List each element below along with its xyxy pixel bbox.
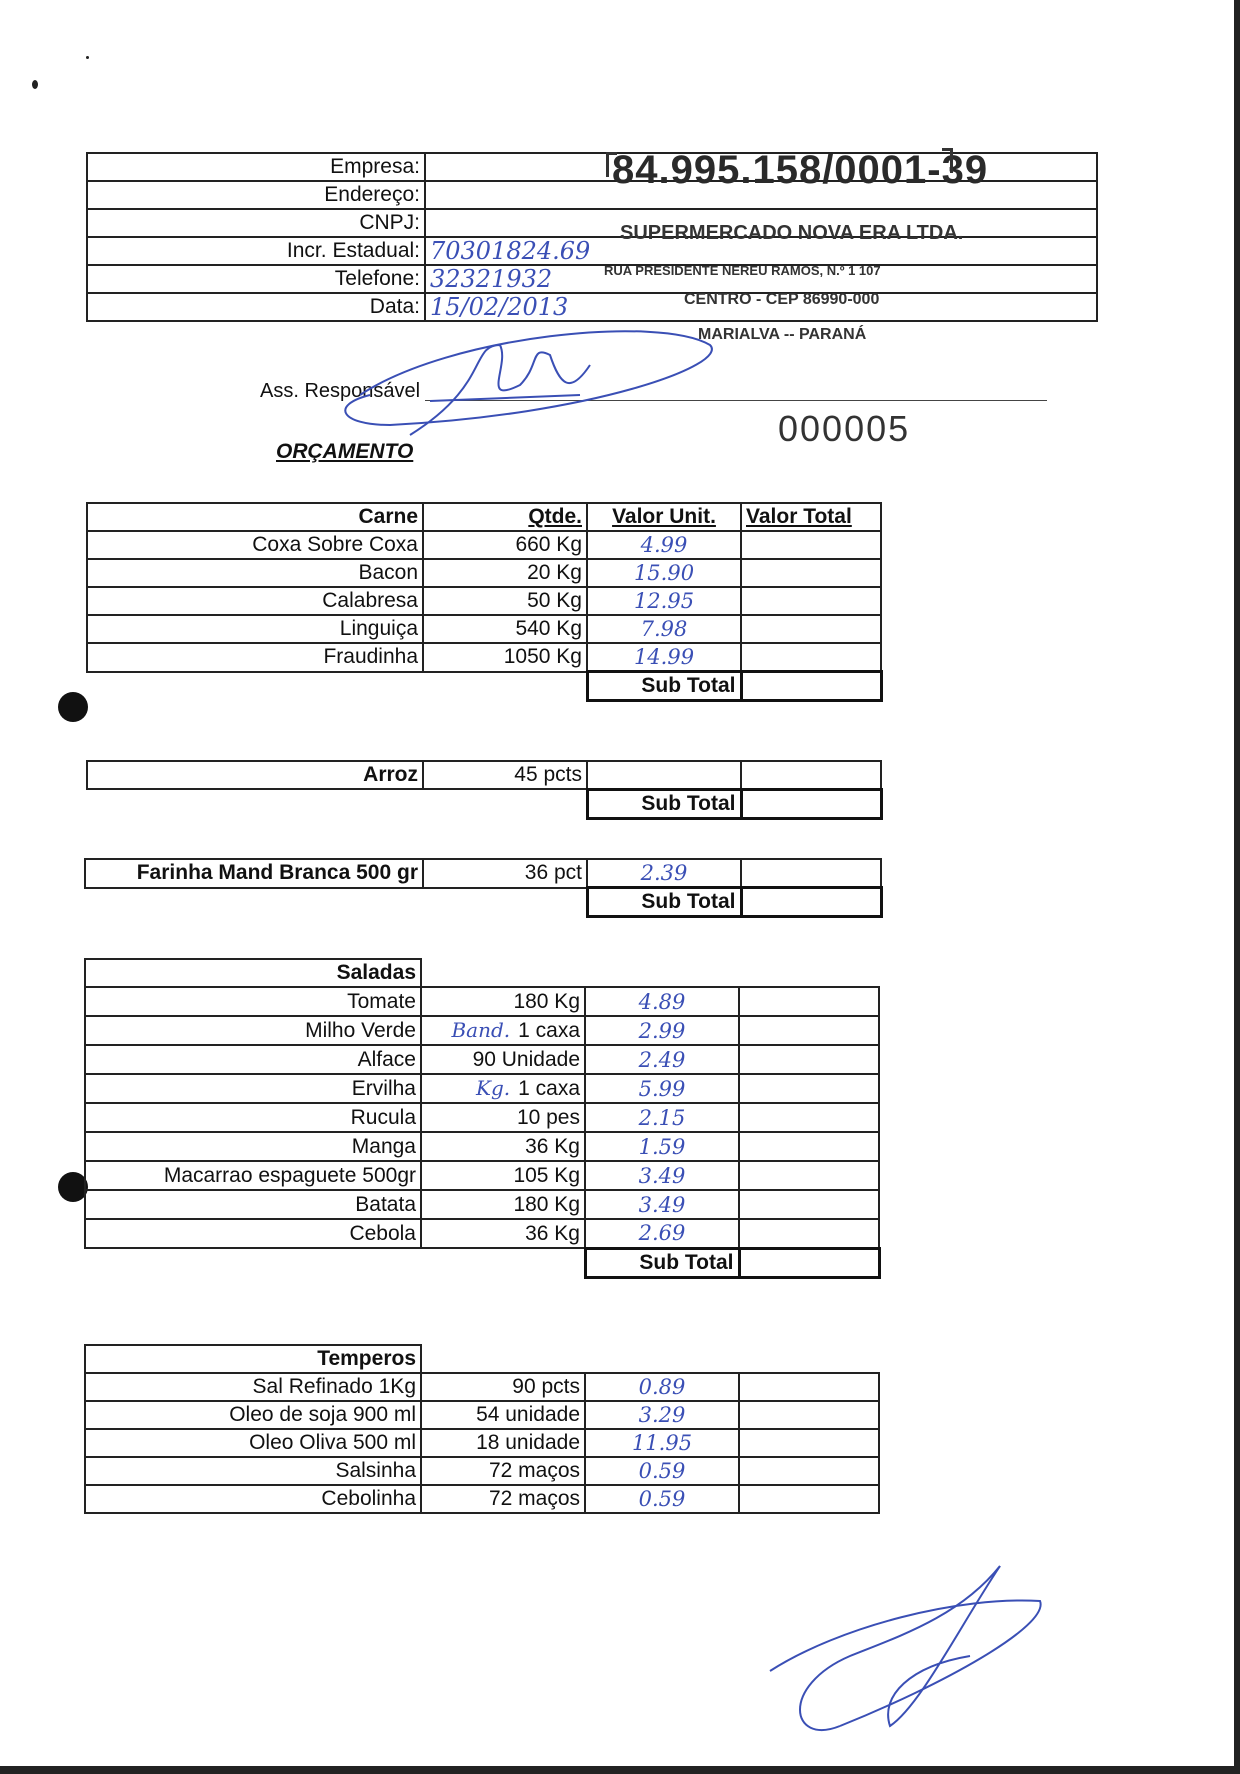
signature-loop — [345, 331, 712, 425]
column-qty: Qtde. — [423, 503, 587, 531]
page-edge — [1234, 0, 1240, 1774]
table-row — [85, 1373, 879, 1401]
item-qty: 54 unidade — [421, 1401, 585, 1429]
section-title: Saladas — [85, 959, 421, 987]
item-qty: 20 Kg — [423, 559, 587, 587]
stamp-corner — [942, 148, 953, 173]
item-total — [741, 859, 881, 888]
subtotal-label: Sub Total — [587, 672, 741, 701]
item-total — [739, 1457, 879, 1485]
punch-hole — [58, 692, 88, 722]
item-qty: 1050 Kg — [423, 643, 587, 672]
header-row — [87, 293, 1097, 321]
item-unit-price: 5.99 — [585, 1074, 739, 1103]
item-qty — [421, 1103, 585, 1132]
item-qty: 36 pct — [423, 859, 587, 888]
item-total — [741, 615, 881, 643]
rubric-stroke — [800, 1566, 1000, 1730]
table-header-row — [85, 959, 879, 987]
item-qty-value: 1 caxa — [518, 1077, 580, 1100]
item-total — [741, 559, 881, 587]
item-total — [741, 587, 881, 615]
header-label: Data: — [87, 293, 425, 321]
item-qty-value: 1 caxa — [518, 1019, 580, 1042]
doc-number: 000005 — [778, 408, 911, 449]
item-unit-price: 2.15 — [585, 1103, 739, 1132]
item-name: Tomate — [85, 987, 421, 1016]
table-row — [85, 1161, 879, 1190]
stamp-company: SUPERMERCADO NOVA ERA LTDA. — [620, 222, 964, 244]
item-name: Milho Verde — [85, 1016, 421, 1045]
item-name: Cebola — [85, 1219, 421, 1248]
item-qty: 45 pcts — [423, 761, 587, 789]
item-total — [739, 1074, 879, 1103]
stamp-city: MARIALVA -- PARANÁ — [698, 326, 867, 343]
subtotal-row — [85, 1248, 879, 1277]
section-title: Temperos — [85, 1345, 421, 1373]
signature-label: Ass. Responsável — [260, 380, 421, 402]
subtotal-value — [739, 1248, 879, 1277]
table-row — [85, 1045, 879, 1074]
subtotal-label: Sub Total — [585, 1248, 739, 1277]
item-unit-price — [587, 761, 741, 789]
farinha-table — [84, 858, 883, 918]
item-name: Sal Refinado 1Kg — [85, 1373, 421, 1401]
table-row — [85, 1429, 879, 1457]
item-total — [739, 1132, 879, 1161]
item-name: Ervilha — [85, 1074, 421, 1103]
item-unit-price: 3.29 — [585, 1401, 739, 1429]
subtotal-value — [741, 789, 881, 818]
table-header-row — [87, 503, 881, 531]
item-name: Batata — [85, 1190, 421, 1219]
item-qty — [421, 1074, 585, 1103]
saladas-table — [84, 958, 881, 1279]
item-unit-price: 2.49 — [585, 1045, 739, 1074]
header-label: Empresa: — [87, 153, 425, 181]
item-name: Macarrao espaguete 500gr — [85, 1161, 421, 1190]
item-total — [739, 1016, 879, 1045]
item-unit-price: 3.49 — [585, 1161, 739, 1190]
table-header-row — [85, 1345, 879, 1373]
item-qty-value: 36 Kg — [525, 1135, 580, 1158]
item-total — [739, 1190, 879, 1219]
item-total — [739, 1219, 879, 1248]
item-unit-price: 14.99 — [587, 643, 741, 672]
rubric-signature — [760, 1556, 1050, 1756]
item-total — [741, 531, 881, 559]
item-qty: 50 Kg — [423, 587, 587, 615]
subtotal-row — [87, 789, 881, 818]
table-row — [87, 531, 881, 559]
table-row — [87, 587, 881, 615]
column-total: Valor Total — [741, 503, 881, 531]
table-row — [87, 643, 881, 672]
item-qty — [421, 1016, 585, 1045]
carne-table — [86, 502, 883, 702]
item-total — [739, 1401, 879, 1429]
item-name: Manga — [85, 1132, 421, 1161]
section-title: Carne — [87, 503, 423, 531]
table-row — [85, 1219, 879, 1248]
subtotal-row — [87, 672, 881, 701]
table-row — [85, 1103, 879, 1132]
item-qty — [421, 1045, 585, 1074]
item-note: Kg. — [476, 1076, 511, 1100]
stamp-district: CENTRO - CEP 86990-000 — [684, 291, 880, 308]
table-row — [85, 1074, 879, 1103]
item-unit-price: 12.95 — [587, 587, 741, 615]
item-name: Oleo Oliva 500 ml — [85, 1429, 421, 1457]
page-edge — [0, 1766, 1240, 1774]
subtotal-value — [741, 672, 881, 701]
item-unit-price: 1.59 — [585, 1132, 739, 1161]
table-row — [85, 1485, 879, 1513]
table-row — [85, 1457, 879, 1485]
header-value: 32321932 — [425, 265, 1097, 293]
item-unit-price: 15.90 — [587, 559, 741, 587]
item-unit-price: 2.69 — [585, 1219, 739, 1248]
item-name: Farinha Mand Branca 500 gr — [85, 859, 423, 888]
item-total — [741, 643, 881, 672]
item-name: Alface — [85, 1045, 421, 1074]
item-name: Fraudinha — [87, 643, 423, 672]
stamp-cnpj: 84.995.158/0001-39 — [612, 148, 989, 192]
item-total — [741, 761, 881, 789]
item-name: Calabresa — [87, 587, 423, 615]
header-value: 15/02/2013 — [425, 293, 1097, 321]
item-unit-price: 4.99 — [587, 531, 741, 559]
stamp-street: RUA PRESIDENTE NEREU RAMOS, N.º 1 107 — [604, 263, 881, 278]
item-name: Oleo de soja 900 ml — [85, 1401, 421, 1429]
item-qty — [421, 1132, 585, 1161]
table-row — [85, 859, 881, 888]
table-row — [85, 1132, 879, 1161]
item-name: Rucula — [85, 1103, 421, 1132]
item-qty — [421, 987, 585, 1016]
item-qty: 660 Kg — [423, 531, 587, 559]
item-qty: 90 pcts — [421, 1373, 585, 1401]
item-qty-value: 105 Kg — [513, 1164, 580, 1187]
item-name: Bacon — [87, 559, 423, 587]
item-qty-value: 90 Unidade — [472, 1048, 580, 1071]
item-total — [739, 987, 879, 1016]
speck — [86, 56, 89, 59]
item-qty-value: 10 pes — [516, 1106, 580, 1129]
header-value: 70301824.69 — [425, 237, 1097, 265]
item-qty — [421, 1219, 585, 1248]
signature-stroke — [430, 395, 580, 401]
item-qty-value: 36 Kg — [525, 1222, 580, 1245]
table-row — [85, 1401, 879, 1429]
speck — [32, 80, 38, 89]
item-unit-price: 0.59 — [585, 1457, 739, 1485]
item-total — [739, 1485, 879, 1513]
item-qty: 540 Kg — [423, 615, 587, 643]
subtotal-label: Sub Total — [587, 888, 741, 917]
table-row — [85, 1190, 879, 1219]
rubric-stroke — [888, 1566, 1000, 1726]
header-label: Endereço: — [87, 181, 425, 209]
item-unit-price: 11.95 — [585, 1429, 739, 1457]
item-unit-price: 2.39 — [587, 859, 741, 888]
item-total — [739, 1103, 879, 1132]
item-unit-price: 0.59 — [585, 1485, 739, 1513]
column-unit: Valor Unit. — [587, 503, 741, 531]
signature-scribble — [330, 325, 720, 445]
item-qty — [421, 1161, 585, 1190]
table-row — [85, 1016, 879, 1045]
item-name: Coxa Sobre Coxa — [87, 531, 423, 559]
header-row — [87, 265, 1097, 293]
item-qty-value: 180 Kg — [513, 1193, 580, 1216]
item-unit-price: 3.49 — [585, 1190, 739, 1219]
header-label: Incr. Estadual: — [87, 237, 425, 265]
subtotal-label: Sub Total — [587, 789, 741, 818]
item-name: Arroz — [87, 761, 423, 789]
temperos-table — [84, 1344, 880, 1514]
item-total — [739, 1161, 879, 1190]
item-name: Cebolinha — [85, 1485, 421, 1513]
item-note: Band. — [451, 1018, 511, 1042]
item-unit-price: 7.98 — [587, 615, 741, 643]
item-qty: 72 maços — [421, 1485, 585, 1513]
item-total — [739, 1373, 879, 1401]
table-row — [87, 615, 881, 643]
table-row — [85, 987, 879, 1016]
table-row — [87, 761, 881, 789]
item-total — [739, 1429, 879, 1457]
subtotal-row — [85, 888, 881, 917]
item-qty: 18 unidade — [421, 1429, 585, 1457]
stamp-corner — [606, 152, 617, 177]
rubric-loop — [770, 1600, 1041, 1726]
item-unit-price: 0.89 — [585, 1373, 739, 1401]
arroz-table — [86, 760, 883, 820]
item-unit-price: 2.99 — [585, 1016, 739, 1045]
item-qty-value: 180 Kg — [513, 990, 580, 1013]
item-name: Linguiça — [87, 615, 423, 643]
header-label: CNPJ: — [87, 209, 425, 237]
item-name: Salsinha — [85, 1457, 421, 1485]
item-unit-price: 4.89 — [585, 987, 739, 1016]
item-total — [739, 1045, 879, 1074]
item-qty: 72 maços — [421, 1457, 585, 1485]
doc-title: ORÇAMENTO — [276, 440, 414, 463]
table-row — [87, 559, 881, 587]
item-qty — [421, 1190, 585, 1219]
subtotal-value — [741, 888, 881, 917]
header-label: Telefone: — [87, 265, 425, 293]
